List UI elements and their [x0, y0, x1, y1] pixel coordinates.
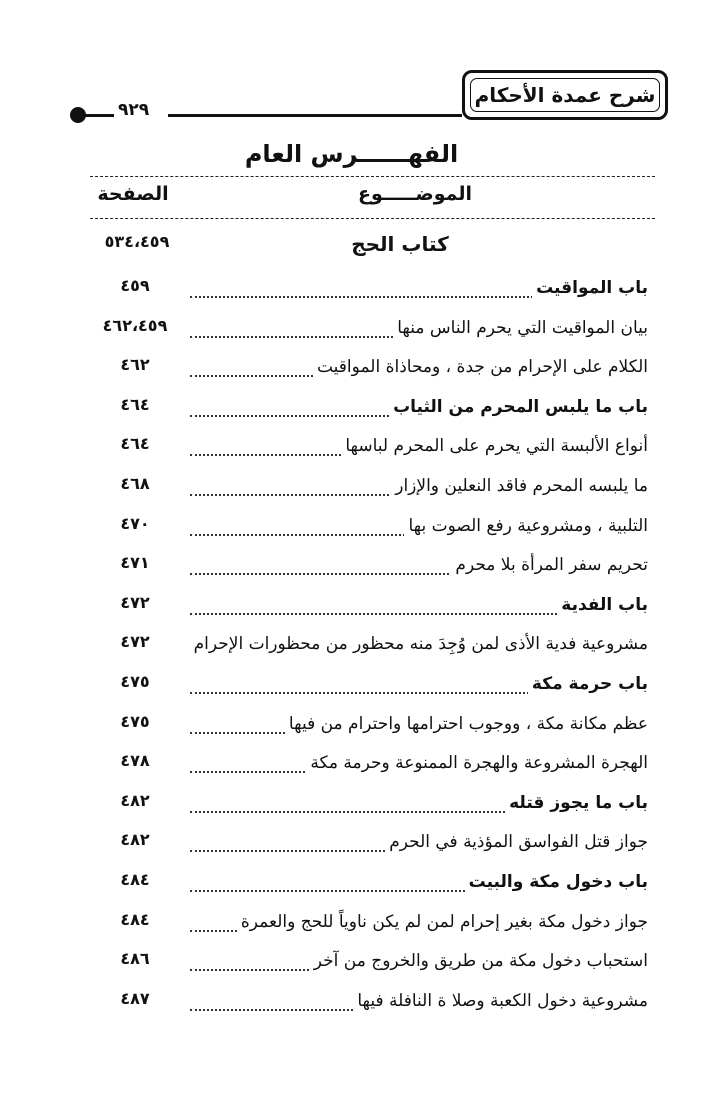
entry-page-number: ٤٨٤ — [120, 870, 150, 889]
topic-entry — [0, 943, 703, 983]
book-title-box — [462, 70, 668, 120]
section-title: كتاب الحج — [351, 232, 449, 256]
column-header-page: الصفحة — [97, 183, 169, 205]
topic-entry — [0, 428, 703, 468]
header-ornament-dot — [70, 107, 86, 123]
entry-text: الهجرة المشروعة والهجرة الممنوعة وحرمة مكة — [306, 753, 648, 773]
chapter-entry — [0, 864, 703, 904]
entry-page-number: ٤٧٥ — [120, 672, 150, 691]
topic-entry — [0, 468, 703, 508]
entry-page-number: ٤٦٨ — [120, 474, 150, 493]
dashed-divider — [90, 218, 655, 219]
entry-page-number: ٤٧٢ — [120, 632, 150, 652]
section-page-range: ٥٣٤،٤٥٩ — [104, 232, 170, 251]
entry-page-number: ٤٨٧ — [120, 988, 150, 1008]
entry-page-number: ٤٨٢ — [120, 830, 150, 850]
entry-text: مشروعية فدية الأذى لمن وُجِدَ منه محظور من محظورات الإحرام — [190, 634, 648, 654]
entry-text: التلبية ، ومشروعية رفع الصوت بها — [404, 516, 648, 536]
entry-text: ما يلبسه المحرم فاقد النعلين والإزار — [391, 476, 648, 496]
entry-text: أنواع الألبسة التي يحرم على المحرم لباسها — [341, 436, 648, 456]
entry-text: جواز دخول مكة بغير إحرام لمن لم يكن ناوياً للحج والعمرة — [237, 912, 648, 932]
entry-page-number: ٤٦٤ — [120, 434, 150, 454]
entry-text: باب الفدية — [557, 595, 648, 615]
topic-entry — [0, 349, 703, 389]
entry-page-number: ٤٧٠ — [120, 513, 150, 533]
topic-entry — [0, 824, 703, 864]
entry-text: باب ما يلبس المحرم من الثياب — [389, 397, 648, 417]
entry-page-number: ٤٧٥ — [120, 711, 150, 731]
chapter-entry — [0, 666, 703, 706]
entry-text: مشروعية دخول الكعبة وصلا ة النافلة فيها — [353, 991, 648, 1011]
topic-entry — [0, 904, 703, 944]
entry-text: باب المواقيت — [532, 278, 648, 298]
entry-text: عظم مكانة مكة ، ووجوب احترامها واحترام من فيها — [285, 714, 648, 734]
topic-entry — [0, 310, 703, 350]
entry-page-number: ٤٦٢،٤٥٩ — [102, 315, 168, 335]
entry-text: الكلام على الإحرام من جدة ، ومحاذاة المواقيت — [313, 357, 648, 377]
entry-page-number: ٤٦٤ — [120, 394, 150, 414]
chapter-entry — [0, 389, 703, 429]
entry-text: جواز قتل الفواسق المؤذية في الحرم — [385, 832, 648, 852]
topic-entry — [0, 626, 703, 666]
topic-entry — [0, 745, 703, 785]
chapter-entry — [0, 270, 703, 310]
entry-page-number: ٤٨٦ — [120, 949, 150, 969]
chapter-entry — [0, 785, 703, 825]
header-ornament-line — [84, 114, 114, 117]
entry-text: باب ما يجوز قتله — [505, 793, 648, 813]
column-header-topic: الموضـــــوع — [357, 183, 473, 205]
page-number: ٩٢٩ — [118, 100, 150, 120]
topic-entry — [0, 508, 703, 548]
topic-entry — [0, 706, 703, 746]
entry-page-number: ٤٦٢ — [120, 355, 150, 375]
index-title: الفهــــــرس العام — [244, 140, 459, 168]
dashed-divider — [90, 176, 655, 177]
entry-page-number: ٤٨٢ — [120, 790, 150, 810]
entry-text: باب حرمة مكة — [528, 674, 648, 694]
entry-text: باب دخول مكة والبيت — [465, 872, 648, 892]
entry-text: بيان المواقيت التي يحرم الناس منها — [393, 318, 648, 338]
header-rule — [168, 114, 462, 117]
entry-page-number: ٤٧١ — [120, 553, 150, 573]
topic-entry — [0, 983, 703, 1023]
entry-page-number: ٤٨٤ — [120, 909, 150, 929]
entry-page-number: ٤٧٨ — [120, 751, 150, 771]
entry-page-number: ٤٥٩ — [120, 276, 150, 295]
book-title: شرح عمدة الأحكام — [470, 78, 660, 112]
chapter-entry — [0, 587, 703, 627]
topic-entry — [0, 547, 703, 587]
entry-text: استحباب دخول مكة من طريق والخروج من آخر — [310, 951, 648, 971]
entry-page-number: ٤٧٢ — [120, 592, 150, 612]
entry-text: تحريم سفر المرأة بلا محرم — [451, 555, 648, 575]
